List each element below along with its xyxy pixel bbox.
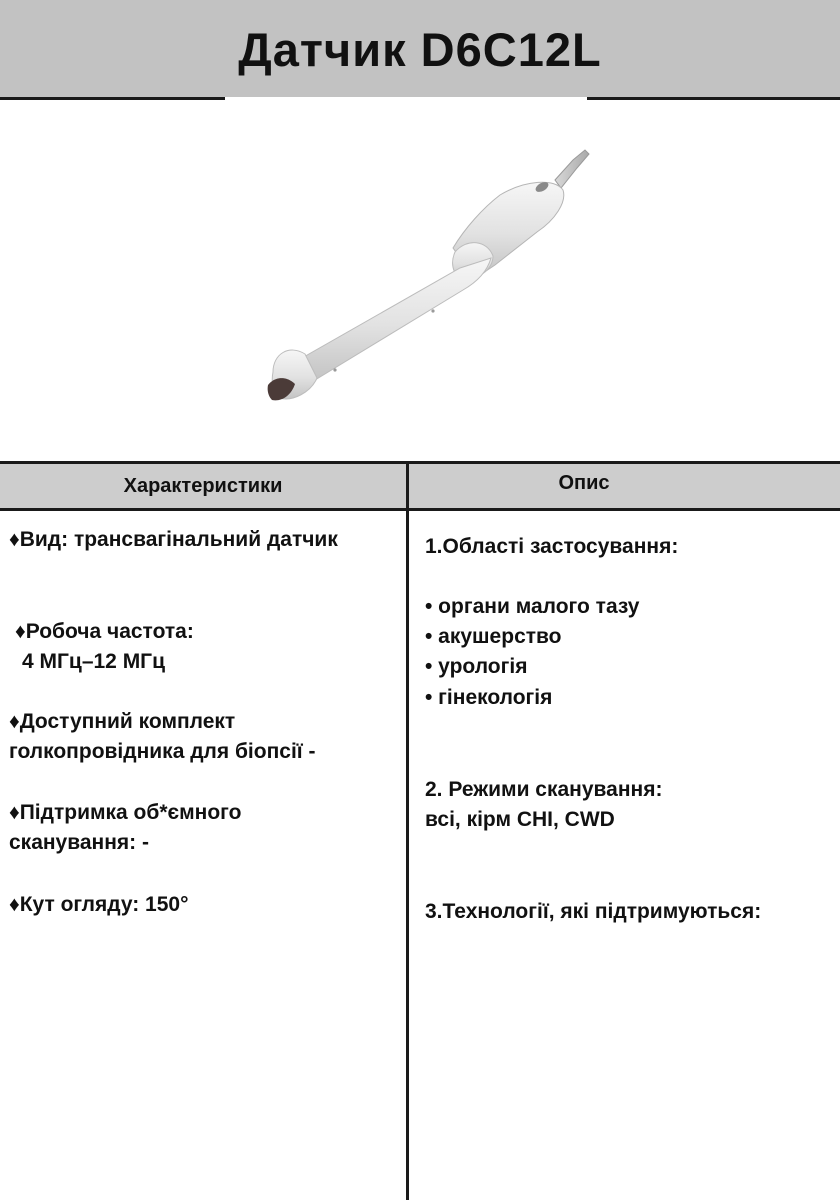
spec-volume-line1: ♦Підтримка об*ємного	[9, 801, 242, 824]
application-item: • урологія	[425, 655, 528, 678]
application-item: • органи малого тазу	[425, 595, 640, 618]
title-rule-gap	[225, 97, 587, 101]
probe-image	[255, 140, 600, 410]
applications-heading: 1.Області застосування:	[425, 535, 679, 558]
table-header-rule	[0, 508, 840, 511]
column-header-characteristics: Характеристики	[123, 475, 283, 497]
modes-value: всі, кірм CHI, CWD	[425, 808, 615, 831]
spec-frequency-value: 4 МГц–12 МГц	[22, 650, 166, 673]
spec-volume-line2: сканування: -	[9, 831, 149, 854]
spec-angle: ♦Кут огляду: 150°	[9, 893, 189, 916]
spec-type: ♦Вид: трансвагінальний датчик	[9, 528, 338, 551]
spec-biopsy-line1: ♦Доступний комплект	[9, 710, 236, 733]
column-header-description: Опис	[558, 472, 610, 494]
table-column-divider	[406, 461, 409, 1200]
modes-heading: 2. Режими сканування:	[425, 778, 663, 801]
application-item: • акушерство	[425, 625, 562, 648]
spec-frequency-label: ♦Робоча частота:	[15, 620, 194, 643]
application-item: • гінекологія	[425, 686, 553, 709]
technologies-heading: 3.Технології, які підтримуються:	[425, 900, 762, 923]
page-title: Датчик D6C12L	[238, 23, 602, 76]
spec-biopsy-line2: голкопровідника для біопсії -	[9, 740, 316, 763]
